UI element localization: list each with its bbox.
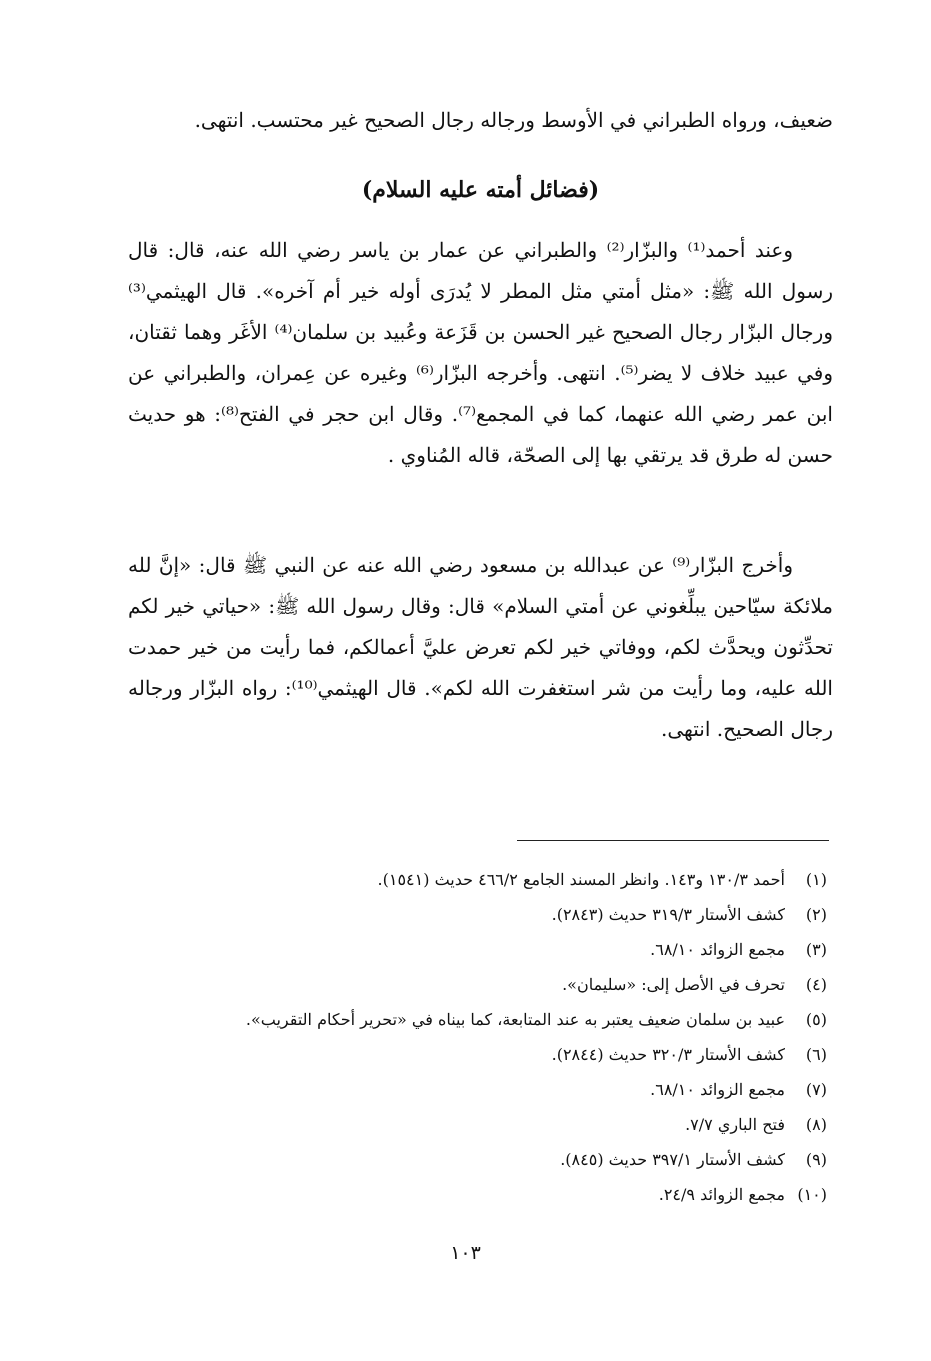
footnote: [127, 897, 827, 932]
footnote-separator: [517, 840, 829, 841]
footnote-text: مجمع الزوائد ٦٨/١٠.: [650, 1080, 785, 1099]
footnotes-list: [127, 862, 827, 1212]
paragraph-bazzar: [128, 545, 833, 750]
footnote-number: (٩): [805, 1150, 827, 1169]
paragraph-1-text: ضعيف، ورواه الطبراني في الأوسط ورجاله رجال الصحيح غير محتسب. انتهى.: [194, 108, 833, 132]
footnote-number: (٨): [805, 1115, 827, 1134]
footnote-text: كشف الأستار ٣٢٠/٣ حديث (٢٨٤٤).: [551, 1045, 785, 1064]
footnote: [127, 1037, 827, 1072]
footnote: [127, 1002, 827, 1037]
footnote-number: (٥): [805, 1010, 827, 1029]
paragraph-3-text: وأخرج البزّار⁽⁹⁾ عن عبدالله بن مسعود رضي الله عنه عن النبي ﷺ قال: «إنَّ لله ملائكة سيّاحين يبلِّغوني عن أمتي السلام» قال: وقال رسول الله ﷺ: «حياتي خير لكم تحدِّثون ويحدَّث لكم، ووفاتي خير لكم تعرض عليَّ أعمالكم، فما رأيت من خير حمدت الله عليه، وما رأيت من شر استغفرت الله لكم». قال الهيثمي⁽¹⁰⁾: رواه البزّار ورجاله رجال الصحيح. انتهى.: [128, 553, 833, 741]
footnote: [127, 1142, 827, 1177]
footnote: [127, 1177, 827, 1212]
footnote-text: مجمع الزوائد ٦٨/١٠.: [650, 940, 785, 959]
footnote-text: تحرف في الأصل إلى: «سليمان».: [562, 975, 785, 994]
footnote: [127, 967, 827, 1002]
footnote-number: (٤): [805, 975, 827, 994]
section-heading: (فضائل أمته عليه السلام): [361, 177, 600, 203]
footnote-number: (١٠): [797, 1185, 827, 1204]
footnote: [127, 1107, 827, 1142]
footnote-number: (٣): [805, 940, 827, 959]
footnote-number: (٦): [805, 1045, 827, 1064]
footnote-number: (١): [805, 870, 827, 889]
footnote-number: (٧): [805, 1080, 827, 1099]
footnote-text: مجمع الزوائد ٢٤/٩.: [658, 1185, 785, 1204]
footnote-text: عبيد بن سلمان ضعيف يعتبر به عند المتابعة، كما بيناه في «تحرير أحكام التقريب».: [245, 1010, 785, 1029]
footnote: [127, 1072, 827, 1107]
footnote: [127, 932, 827, 967]
paragraph-2-text: وعند أحمد⁽¹⁾ والبزّار⁽²⁾ والطبراني عن عمار بن ياسر رضي الله عنه، قال: قال رسول الله ﷺ: «مثل أمتي مثل المطر لا يُدرَى أوله خير أم آخره». قال الهيثمي⁽³⁾ ورجال البزّار رجال الصحيح غير الحسن بن قَزَعة وعُبيد بن سلمان⁽⁴⁾ الأغَر وهما ثقتان، وفي عبيد خلاف لا يضر⁽⁵⁾. انتهى. وأخرجه البزّار⁽⁶⁾ وغيره عن عِمران، والطبراني عن ابن عمر رضي الله عنهما، كما في المجمع⁽⁷⁾. وقال ابن حجر في الفتح⁽⁸⁾: هو حديث حسن له طرق قد يرتقي بها إلى الصحّة، قاله المُناوي .: [128, 238, 833, 467]
footnote-text: فتح الباري ٧/٧.: [685, 1115, 785, 1134]
footnote: [127, 862, 827, 897]
paragraph-continuation: [128, 100, 833, 141]
footnote-number: (٢): [805, 905, 827, 924]
footnote-text: أحمد ١٣٠/٣ و١٤٣. وانظر المسند الجامع ٤٦٦/٢ حديث (١٥٤١).: [377, 870, 785, 889]
footnote-text: كشف الأستار ٣١٩/٣ حديث (٢٨٤٣).: [551, 905, 785, 924]
paragraph-ahmad: [128, 230, 833, 476]
page-number: ١٠٣: [450, 1242, 481, 1264]
footnote-text: كشف الأستار ٣٩٧/١ حديث (٨٤٥).: [560, 1150, 785, 1169]
